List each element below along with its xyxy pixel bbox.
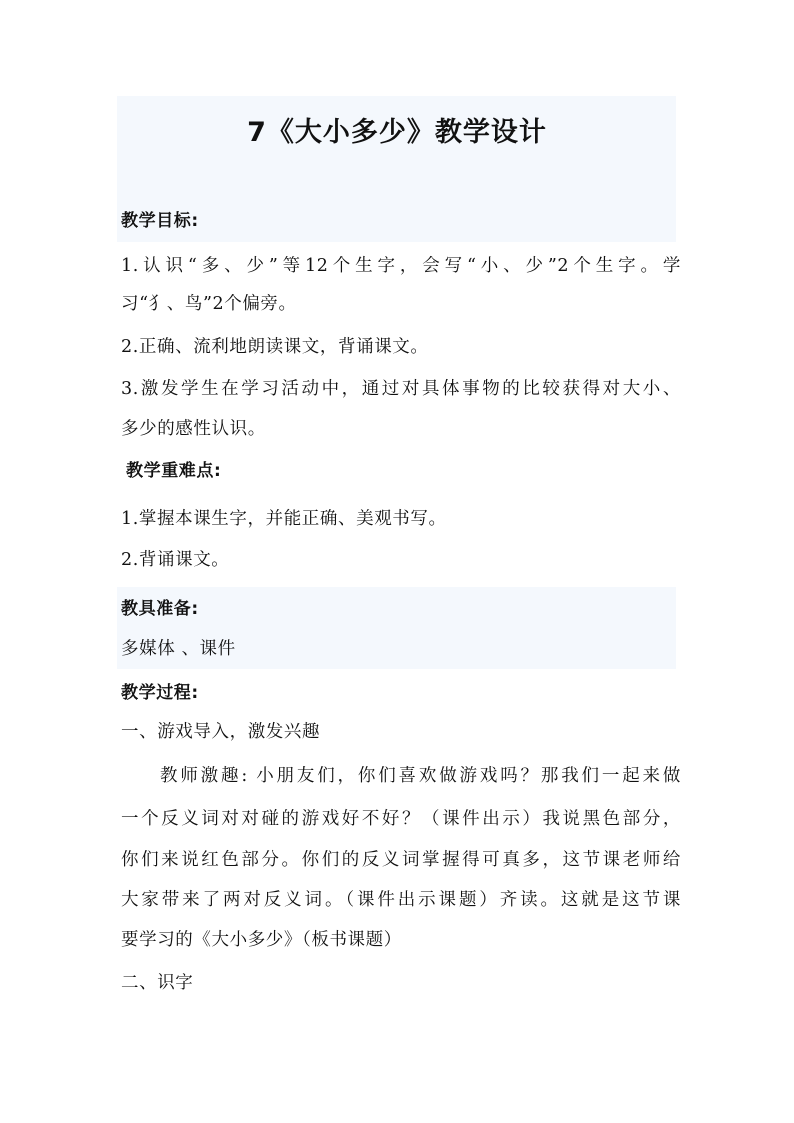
paragraph-line: 大家带来了两对反义词。（课件出示课题）齐读。这就是这节课 (121, 890, 681, 910)
key-point-line: 1.掌握本课生字，并能正确、美观书写。 (121, 509, 447, 529)
section-heading: 一、游戏导入，激发兴趣 (121, 722, 321, 742)
objective-line: 2.正确、流利地朗读课文，背诵课文。 (121, 337, 429, 357)
objective-line: 习“犭、鸟”2个偏旁。 (121, 294, 297, 314)
key-points-heading: 教学重难点: (126, 461, 222, 481)
objective-line: 多少的感性认识。 (121, 419, 266, 439)
paragraph-line: 一个反义词对对碰的游戏好不好？（课件出示）我说黑色部分， (121, 809, 681, 829)
paragraph-line: 你们来说红色部分。你们的反义词掌握得可真多，这节课老师给 (121, 850, 681, 870)
materials-heading: 教具准备: (121, 599, 199, 619)
paragraph-line: 教师激趣: 小朋友们，你们喜欢做游戏吗？那我们一起来做 (160, 766, 681, 786)
document-title: 7《大小多少》教学设计 (247, 117, 547, 148)
section-heading: 二、识字 (121, 973, 194, 993)
materials-text: 多媒体 、课件 (121, 639, 236, 659)
objective-line: 1.认识“多、少”等12个生字，会写“小、少”2个生字。学 (121, 256, 681, 276)
process-heading: 教学过程: (121, 683, 199, 703)
paragraph-line: 要学习的《大小多少》（板书课题） (121, 930, 402, 950)
objectives-heading: 教学目标: (121, 211, 199, 231)
objective-line: 3.激发学生在学习活动中，通过对具体事物的比较获得对大小、 (121, 379, 681, 399)
key-point-line: 2.背诵课文。 (121, 550, 230, 570)
